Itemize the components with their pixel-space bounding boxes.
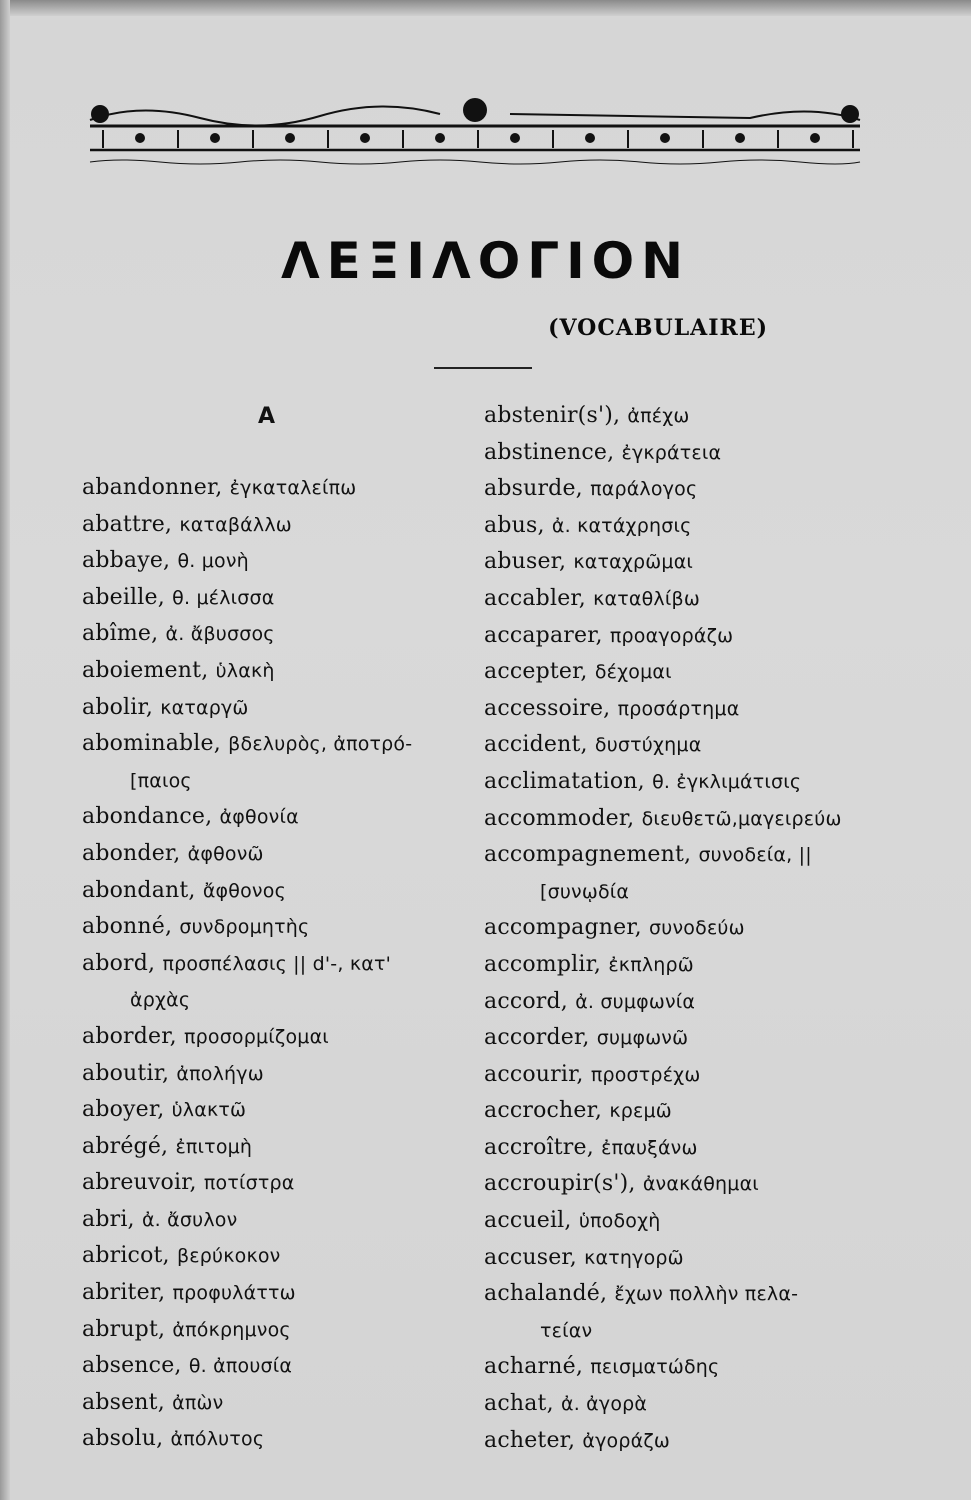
french-headword: abondance, <box>82 804 213 830</box>
french-headword: accomplir, <box>484 951 602 977</box>
greek-translation: ἄφθονος <box>202 879 286 902</box>
dictionary-entry-continuation <box>484 1313 894 1350</box>
greek-translation: ἀ. ἄβυσσος <box>165 623 275 646</box>
greek-translation: ἐπαυξάνω <box>601 1136 698 1159</box>
dictionary-entry <box>484 544 894 581</box>
dictionary-entry <box>484 691 894 728</box>
french-headword: accommoder, <box>484 805 635 831</box>
french-headword: aboyer, <box>82 1097 165 1123</box>
french-headword: accompagnement, <box>484 842 692 868</box>
greek-translation: ἀφθονῶ <box>187 842 264 865</box>
french-headword: aboiement, <box>82 657 209 683</box>
dictionary-entry <box>82 873 482 910</box>
greek-translation: καταργῶ <box>160 696 249 719</box>
french-headword: achat, <box>484 1391 554 1417</box>
greek-translation: ποτίστρα <box>203 1172 295 1195</box>
greek-translation: καταθλίβω <box>593 587 700 610</box>
dictionary-entry <box>82 726 482 763</box>
greek-translation: βδελυρὸς, ἀποτρό- <box>228 733 413 756</box>
greek-translation: δυστύχημα <box>594 734 702 757</box>
greek-translation: ἀπέχω <box>627 405 690 427</box>
greek-translation: βερύκοκον <box>176 1245 281 1268</box>
french-headword: accaparer, <box>484 622 603 648</box>
greek-translation: ἀπόκρημνος <box>172 1318 291 1341</box>
dictionary-entry-continuation <box>82 982 482 1019</box>
greek-translation: ἐγκράτεια <box>621 441 722 464</box>
french-headword: accident, <box>484 732 588 758</box>
greek-translation: ἐπιτομὴ <box>175 1135 253 1158</box>
greek-translation: ὑλακτῶ <box>171 1099 247 1122</box>
greek-translation: ἀ. ἄσυλον <box>141 1208 238 1231</box>
greek-translation: κατηγορῶ <box>584 1246 684 1269</box>
french-headword: absurde, <box>484 476 583 502</box>
greek-translation: ἀγοράζω <box>582 1429 671 1452</box>
greek-translation: προφυλάττω <box>172 1282 296 1305</box>
french-headword: accrocher, <box>484 1098 603 1124</box>
dictionary-entry <box>82 1238 482 1275</box>
dictionary-entry <box>484 508 894 545</box>
greek-translation: διευθετῶ,μαγειρεύω <box>641 807 842 830</box>
french-headword: accueil, <box>484 1208 572 1234</box>
greek-translation: ἀ. κατάχρησις <box>551 514 692 537</box>
french-headword: abandonner, <box>82 475 223 500</box>
greek-translation: θ. ἀπουσία <box>188 1355 293 1378</box>
french-headword: abreuvoir, <box>82 1170 197 1196</box>
dictionary-entry <box>82 1348 482 1385</box>
french-headword: accord, <box>484 988 568 1014</box>
french-headword: abricot, <box>82 1243 170 1269</box>
greek-translation: τείαν <box>540 1319 593 1342</box>
dictionary-entry <box>82 690 482 727</box>
greek-translation: ὑποδοχὴ <box>578 1210 661 1233</box>
greek-translation: ἐγκαταλείπω <box>229 477 357 499</box>
dictionary-entry <box>484 1240 894 1277</box>
dictionary-entry <box>484 1166 894 1203</box>
dictionary-entry <box>484 654 894 691</box>
french-headword: aborder, <box>82 1023 177 1049</box>
dictionary-entry <box>484 1423 894 1460</box>
dictionary-entry <box>484 1349 894 1386</box>
section-letter: A <box>258 404 276 429</box>
greek-translation: προσάρτημα <box>617 697 740 720</box>
dictionary-entry <box>484 1386 894 1423</box>
greek-translation: προστρέχω <box>590 1063 701 1086</box>
dictionary-entry <box>484 471 894 508</box>
french-headword: abeille, <box>82 584 165 610</box>
greek-translation: [παιος <box>130 769 192 792</box>
greek-translation: ἀρχὰς <box>130 989 191 1012</box>
dictionary-entry <box>82 799 482 836</box>
dictionary-entry <box>82 653 482 690</box>
greek-translation: ἀπολήγω <box>176 1062 264 1085</box>
french-headword: absence, <box>82 1353 182 1379</box>
dictionary-entry <box>82 1421 482 1458</box>
greek-translation: προαγοράζω <box>609 624 734 647</box>
french-headword: abonder, <box>82 840 181 866</box>
french-headword: abonné, <box>82 914 173 940</box>
dictionary-entry <box>82 507 482 544</box>
dictionary-entry <box>484 910 894 947</box>
dictionary-entry <box>82 1312 482 1349</box>
greek-translation: [συνῳδία <box>540 880 630 903</box>
dictionary-entry <box>82 543 482 580</box>
dictionary-entry <box>82 470 482 507</box>
greek-translation: ἀνακάθημαι <box>642 1173 759 1196</box>
dictionary-entry <box>484 727 894 764</box>
french-headword: aboutir, <box>82 1060 170 1086</box>
dictionary-entry <box>484 947 894 984</box>
dictionary-entry <box>82 946 482 983</box>
dictionary-entry <box>484 618 894 655</box>
dictionary-entry <box>484 801 894 838</box>
dictionary-entry <box>484 1057 894 1094</box>
dictionary-entry <box>82 836 482 873</box>
greek-translation: θ. μονὴ <box>177 550 249 573</box>
greek-translation: προσορμίζομαι <box>183 1025 329 1048</box>
french-headword: abstinence, <box>484 439 615 465</box>
french-headword: achalandé, <box>484 1281 608 1307</box>
dictionary-entry-continuation <box>82 763 482 800</box>
greek-translation: συνοδεύω <box>649 917 745 940</box>
greek-translation: ἀφθονία <box>219 806 299 829</box>
french-headword: accroître, <box>484 1134 594 1160</box>
dictionary-entry <box>484 984 894 1021</box>
french-headword: absent, <box>82 1389 165 1415</box>
french-headword: abord, <box>82 950 156 976</box>
french-headword: abolir, <box>82 694 154 720</box>
page-left-edge <box>0 0 10 1500</box>
greek-translation: κρεμῶ <box>609 1100 672 1123</box>
french-headword: abus, <box>484 512 545 538</box>
dictionary-entry <box>82 1092 482 1129</box>
dictionary-entry <box>82 580 482 617</box>
french-headword: acclimatation, <box>484 768 645 794</box>
dictionary-entry <box>484 1203 894 1240</box>
french-headword: abrupt, <box>82 1316 166 1342</box>
french-headword: abuser, <box>484 549 567 575</box>
french-headword: accuser, <box>484 1244 577 1270</box>
dictionary-entry <box>82 1129 482 1166</box>
dictionary-entry <box>82 1165 482 1202</box>
french-headword: accroupir(s'), <box>484 1171 636 1197</box>
greek-translation: συνδρομητὴς <box>179 916 310 939</box>
title-divider <box>434 367 532 369</box>
french-headword: accorder, <box>484 1025 590 1051</box>
french-headword: accepter, <box>484 659 588 685</box>
greek-translation: συνοδεία, || <box>698 844 812 867</box>
dictionary-entry <box>484 1130 894 1167</box>
greek-translation: καταβάλλω <box>179 513 292 536</box>
french-headword: abondant, <box>82 877 196 903</box>
dictionary-entry <box>484 1020 894 1057</box>
french-headword: accompagner, <box>484 915 642 941</box>
greek-translation: δέχομαι <box>594 661 672 684</box>
dictionary-entry <box>484 1093 894 1130</box>
dictionary-entry <box>484 435 894 472</box>
dictionary-entry <box>82 616 482 653</box>
page-title: ΛΕΞΙΛΟΓΙΟΝ <box>280 232 691 290</box>
french-headword: absolu, <box>82 1426 164 1452</box>
dictionary-entry <box>484 1276 894 1313</box>
greek-translation: θ. μέλισσα <box>172 586 275 609</box>
greek-translation: ἔχων πολλὴν πελα- <box>614 1283 799 1306</box>
french-headword: acharné, <box>484 1354 584 1380</box>
french-headword: abominable, <box>82 731 221 757</box>
french-headword: abîme, <box>82 621 159 647</box>
greek-translation: καταχρῶμαι <box>573 551 694 574</box>
greek-translation: ἀ. συμφωνία <box>575 990 696 1013</box>
page-subtitle: (VOCABULAIRE) <box>548 315 768 341</box>
greek-translation: ὑλακὴ <box>215 659 275 682</box>
dictionary-entry <box>484 764 894 801</box>
greek-translation: προσπέλασις || d'-, κατ' <box>162 952 392 975</box>
french-headword: abattre, <box>82 511 173 537</box>
left-column <box>82 470 482 1458</box>
dictionary-entry <box>82 1056 482 1093</box>
french-headword: accessoire, <box>484 695 611 721</box>
dictionary-entry <box>82 1385 482 1422</box>
dictionary-entry <box>82 1202 482 1239</box>
dictionary-entry <box>82 1019 482 1056</box>
french-headword: abstenir(s'), <box>484 403 621 428</box>
greek-translation: πεισματώδης <box>590 1356 720 1379</box>
french-headword: abriter, <box>82 1280 166 1306</box>
greek-translation: ἀπὼν <box>172 1391 224 1414</box>
french-headword: abbaye, <box>82 548 171 574</box>
greek-translation: ἀπόλυτος <box>170 1428 265 1451</box>
page-top-edge <box>0 0 971 16</box>
greek-translation: παράλογος <box>590 478 698 501</box>
french-headword: abrégé, <box>82 1133 169 1159</box>
dictionary-entry <box>82 1275 482 1312</box>
dictionary-entry <box>484 398 894 435</box>
right-column <box>484 398 894 1459</box>
dictionary-entry <box>82 909 482 946</box>
greek-translation: ἐκπληρῶ <box>608 953 694 976</box>
dictionary-entry <box>484 837 894 874</box>
french-headword: accourir, <box>484 1061 584 1087</box>
dictionary-entry-continuation <box>484 874 894 911</box>
decorative-header-ornament <box>80 92 870 182</box>
greek-translation: θ. ἐγκλιμάτισις <box>652 770 802 793</box>
greek-translation: συμφωνῶ <box>596 1027 689 1050</box>
french-headword: abri, <box>82 1206 135 1232</box>
dictionary-entry <box>484 581 894 618</box>
french-headword: acheter, <box>484 1427 576 1453</box>
french-headword: accabler, <box>484 585 586 611</box>
greek-translation: ἀ. ἀγορὰ <box>560 1393 648 1416</box>
